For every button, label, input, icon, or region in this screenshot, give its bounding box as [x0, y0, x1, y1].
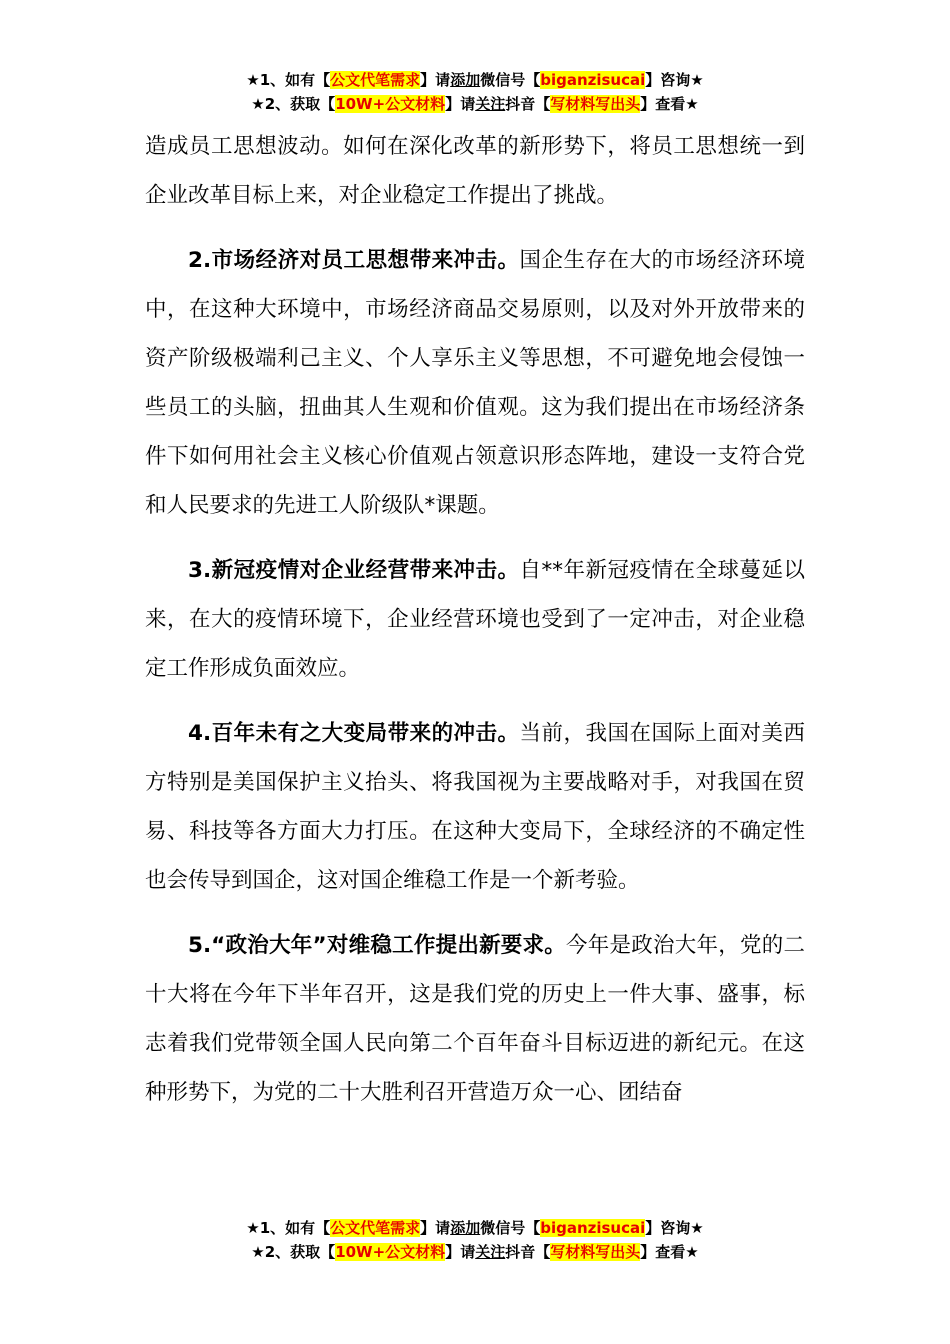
- banner-line-1: ★1、如有【公文代笔需求】请添加微信号【biganzisucai】咨询★: [246, 71, 704, 89]
- paragraph-heading: 4.百年未有之大变局带来的冲击。: [188, 721, 520, 746]
- banner-line-2: ★2、获取【10W+公文材料】请关注抖音【写材料写出头】查看★: [251, 95, 699, 113]
- paragraph-political-year: 5.“政治大年”对维稳工作提出新要求。今年是政治大年，党的二十大将在今年下半年召开，这是我们党的历史上一件大事、盛事，标志着我们党带领全国人民向第二个百年奋斗目标迈进的新纪元。在这种形势下，为党的二十大胜利召开营造万众一心、团结奋: [145, 933, 805, 1105]
- banner-line-1: ★1、如有【公文代笔需求】请添加微信号【biganzisucai】咨询★: [246, 1219, 704, 1237]
- banner-emphasis-follow: 关注: [475, 95, 506, 113]
- paragraph-continuation: 造成员工思想波动。如何在深化改革的新形势下，将员工思想统一到企业改革目标上来，对企业稳定工作提出了挑战。: [145, 134, 805, 208]
- banner-highlight-douyin-account: 写材料写出头: [550, 1243, 641, 1261]
- header-banner: [0, 68, 950, 116]
- banner-highlight-service: 公文代笔需求: [330, 1219, 421, 1237]
- footer-banner: [0, 1216, 950, 1264]
- banner-emphasis-add: 添加: [450, 71, 481, 89]
- paragraph-heading: 2.市场经济对员工思想带来冲击。: [188, 248, 520, 273]
- banner-emphasis-add: 添加: [450, 1219, 481, 1237]
- paragraph-covid-impact: 3.新冠疫情对企业经营带来冲击。自**年新冠疫情在全球蔓延以来，在大的疫情环境下，企业经营环境也受到了一定冲击，对企业稳定工作形成负面效应。: [145, 558, 805, 681]
- banner-highlight-wechat-id: biganzisucai: [540, 1219, 646, 1237]
- document-body: [145, 122, 805, 1117]
- paragraph-market-economy: 2.市场经济对员工思想带来冲击。国企生存在大的市场经济环境中，在这种大环境中，市场经济商品交易原则，以及对外开放带来的资产阶级极端利己主义、个人享乐主义等思想，不可避免地会侵蚀一些员工的头脑，扭曲其人生观和价值观。这为我们提出在市场经济条件下如何用社会主义核心价值观占领意识形态阵地，建设一支符合党和人民要求的先进工人阶级队*课题。: [145, 248, 805, 518]
- paragraph-heading: 3.新冠疫情对企业经营带来冲击。: [188, 558, 520, 583]
- banner-emphasis-follow: 关注: [475, 1243, 506, 1261]
- banner-highlight-wechat-id: biganzisucai: [540, 71, 646, 89]
- paragraph-heading: 5.“政治大年”对维稳工作提出新要求。: [188, 933, 567, 958]
- banner-highlight-materials: 10W+公文材料: [335, 95, 446, 113]
- banner-highlight-douyin-account: 写材料写出头: [550, 95, 641, 113]
- banner-highlight-materials: 10W+公文材料: [335, 1243, 446, 1261]
- paragraph-global-change: 4.百年未有之大变局带来的冲击。当前，我国在国际上面对美西方特别是美国保护主义抬头、将我国视为主要战略对手，对我国在贸易、科技等各方面大力打压。在这种大变局下，全球经济的不确定性也会传导到国企，这对国企维稳工作是一个新考验。: [145, 721, 805, 893]
- banner-highlight-service: 公文代笔需求: [330, 71, 421, 89]
- banner-line-2: ★2、获取【10W+公文材料】请关注抖音【写材料写出头】查看★: [251, 1243, 699, 1261]
